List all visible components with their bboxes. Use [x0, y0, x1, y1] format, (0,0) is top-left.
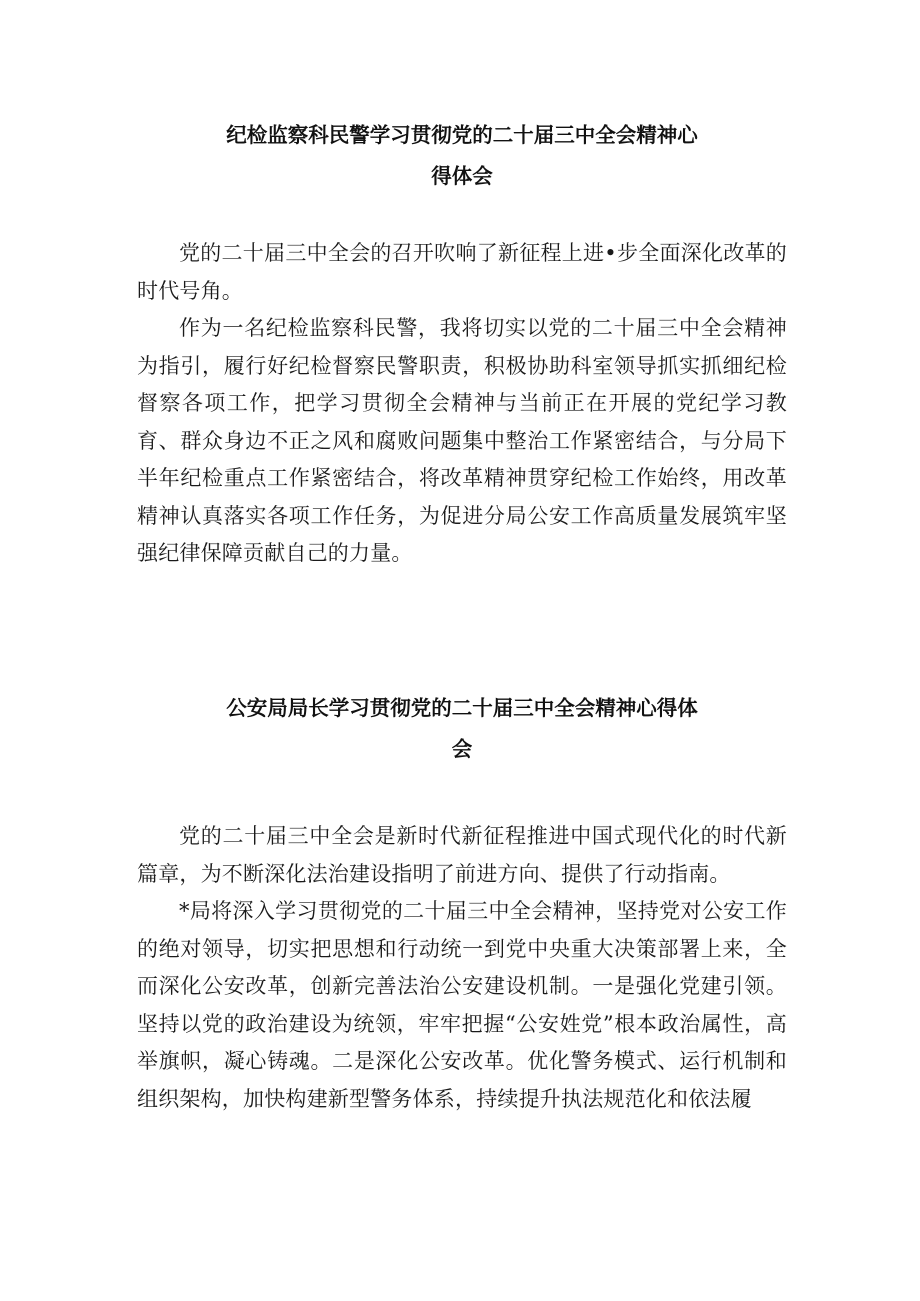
article-2-title-block [137, 688, 787, 770]
article-1-paragraph-2: 作为一名纪检监察科民警，我将切实以党的二十届三中全会精神为指引，履行好纪检督察民警职责，积极协助科室领导抓实抓细纪检督察各项工作，把学习贯彻全会精神与当前正在开展的党纪学习教育、群众身边不正之风和腐败问题集中整治工作紧密结合，与分局下半年纪检重点工作紧密结合，将改革精神贯穿纪检工作始终，用改革精神认真落实各项工作任务，为促进分局公安工作高质量发展筑牢坚强纪律保障贡献自己的力量。 [137, 316, 787, 565]
article-1-body [137, 235, 787, 573]
article-1-title [137, 115, 787, 197]
article-1-title-line-1: 纪检监察科民警学习贯彻党的二十届三中全会精神心 [226, 123, 698, 147]
article-1-paragraph-1: 党的二十届三中全会的召开吹响了新征程上进•步全面深化改革的时代号角。 [137, 241, 787, 303]
article-1-title-line-2: 得体会 [431, 164, 493, 188]
article-2-paragraph-1: 党的二十届三中全会是新时代新征程推进中国式现代化的时代新篇章，为不断深化法治建设指明了前进方向、提供了行动指南。 [137, 824, 787, 886]
article-1-title-block [137, 115, 787, 197]
article-2-title [137, 688, 787, 770]
article-2-title-line-2: 会 [451, 737, 473, 761]
article-2-title-line-1: 公安局局长学习贯彻党的二十届三中全会精神心得体 [226, 696, 698, 720]
article-2-paragraph-2: *局将深入学习贯彻党的二十届三中全会精神，坚持党对公安工作的绝对领导，切实把思想和行动统一到党中央重大决策部署上来，全而深化公安改革，创新完善法治公安建设机制。一是强化党建引领。坚持以党的政治建设为统领，牢牢把握“公安姓党”根本政治属性，高举旗帜，凝心铸魂。二是深化公安改革。优化警务模式、运行机制和组织架构，加快构建新型警务体系，持续提升执法规范化和依法履 [137, 899, 787, 1111]
article-2-body [137, 818, 787, 1118]
